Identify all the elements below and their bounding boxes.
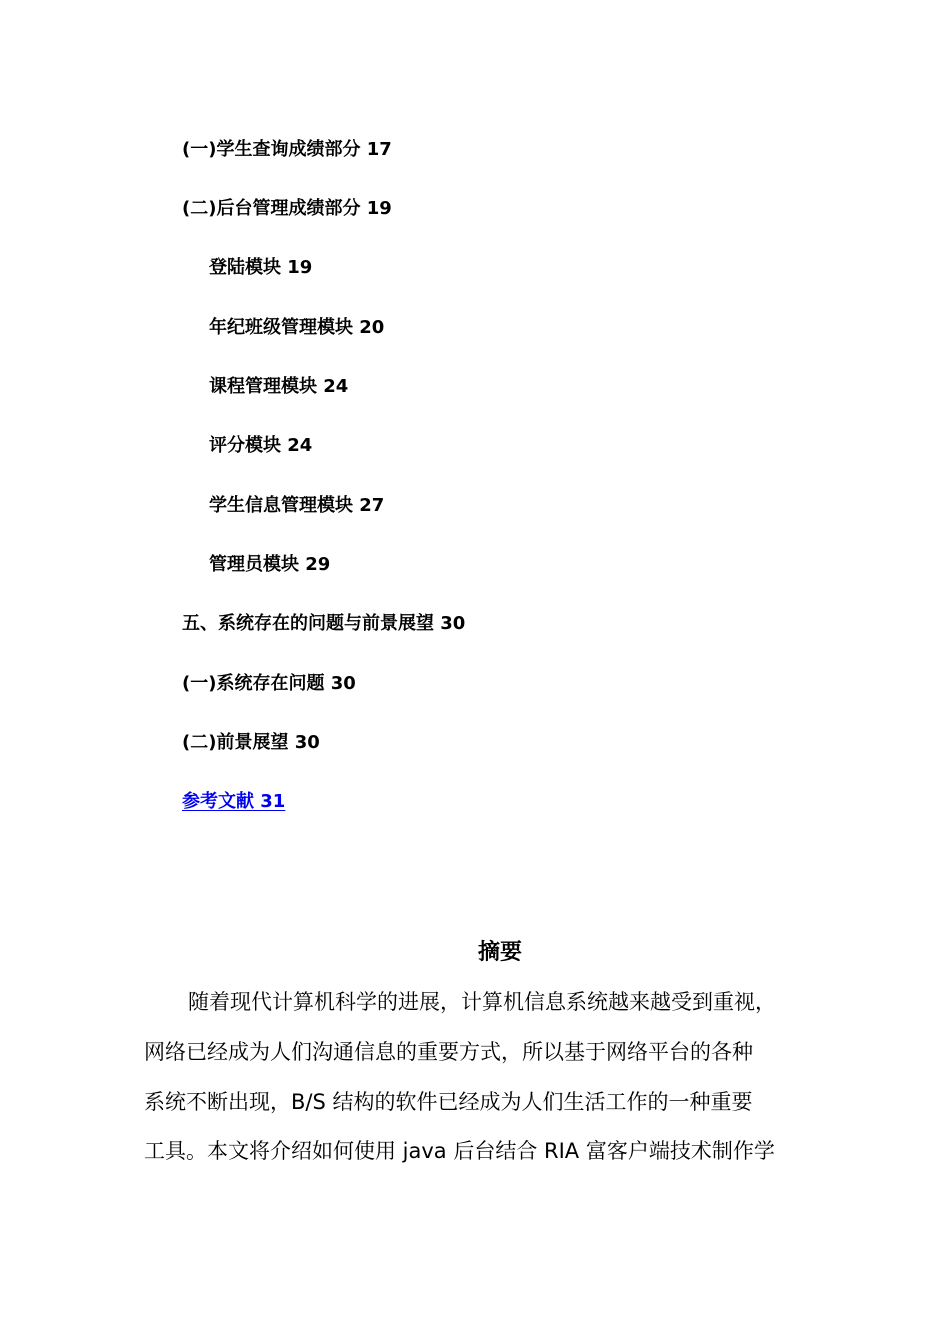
abstract-title: 摘要 xyxy=(477,940,522,965)
toc-entry-outlook: (二)前景展望 30 xyxy=(182,732,320,753)
toc-entry-system-problems: (一)系统存在问题 30 xyxy=(182,673,356,694)
abstract-line: 工具。本文将介绍如何使用 java 后台结合 RIA 富客户端技术制作学 xyxy=(144,1139,775,1163)
toc-entry-grade-class-module: 年纪班级管理模块 20 xyxy=(209,317,385,338)
toc-link-references[interactable]: 参考文献 31 xyxy=(182,791,286,812)
toc-entry-login-module: 登陆模块 19 xyxy=(209,257,313,278)
toc-entry-problems-outlook: 五、系统存在的问题与前景展望 30 xyxy=(182,613,466,634)
toc-entry-admin-module: 管理员模块 29 xyxy=(209,554,331,575)
toc-entry-scoring-module: 评分模块 24 xyxy=(209,435,313,456)
toc-entry-student-info-module: 学生信息管理模块 27 xyxy=(209,495,385,516)
abstract-line: 随着现代计算机科学的进展，计算机信息系统越来越受到重视， xyxy=(188,990,776,1014)
toc-entry-backend-management: (二)后台管理成绩部分 19 xyxy=(182,198,392,219)
toc-entry-course-module: 课程管理模块 24 xyxy=(209,376,349,397)
abstract-line: 网络已经成为人们沟通信息的重要方式，所以基于网络平台的各种 xyxy=(144,1040,753,1064)
abstract-line: 系统不断出现，B/S 结构的软件已经成为人们生活工作的一种重要 xyxy=(144,1090,753,1114)
toc-entry-student-query: (一)学生查询成绩部分 17 xyxy=(182,139,392,160)
